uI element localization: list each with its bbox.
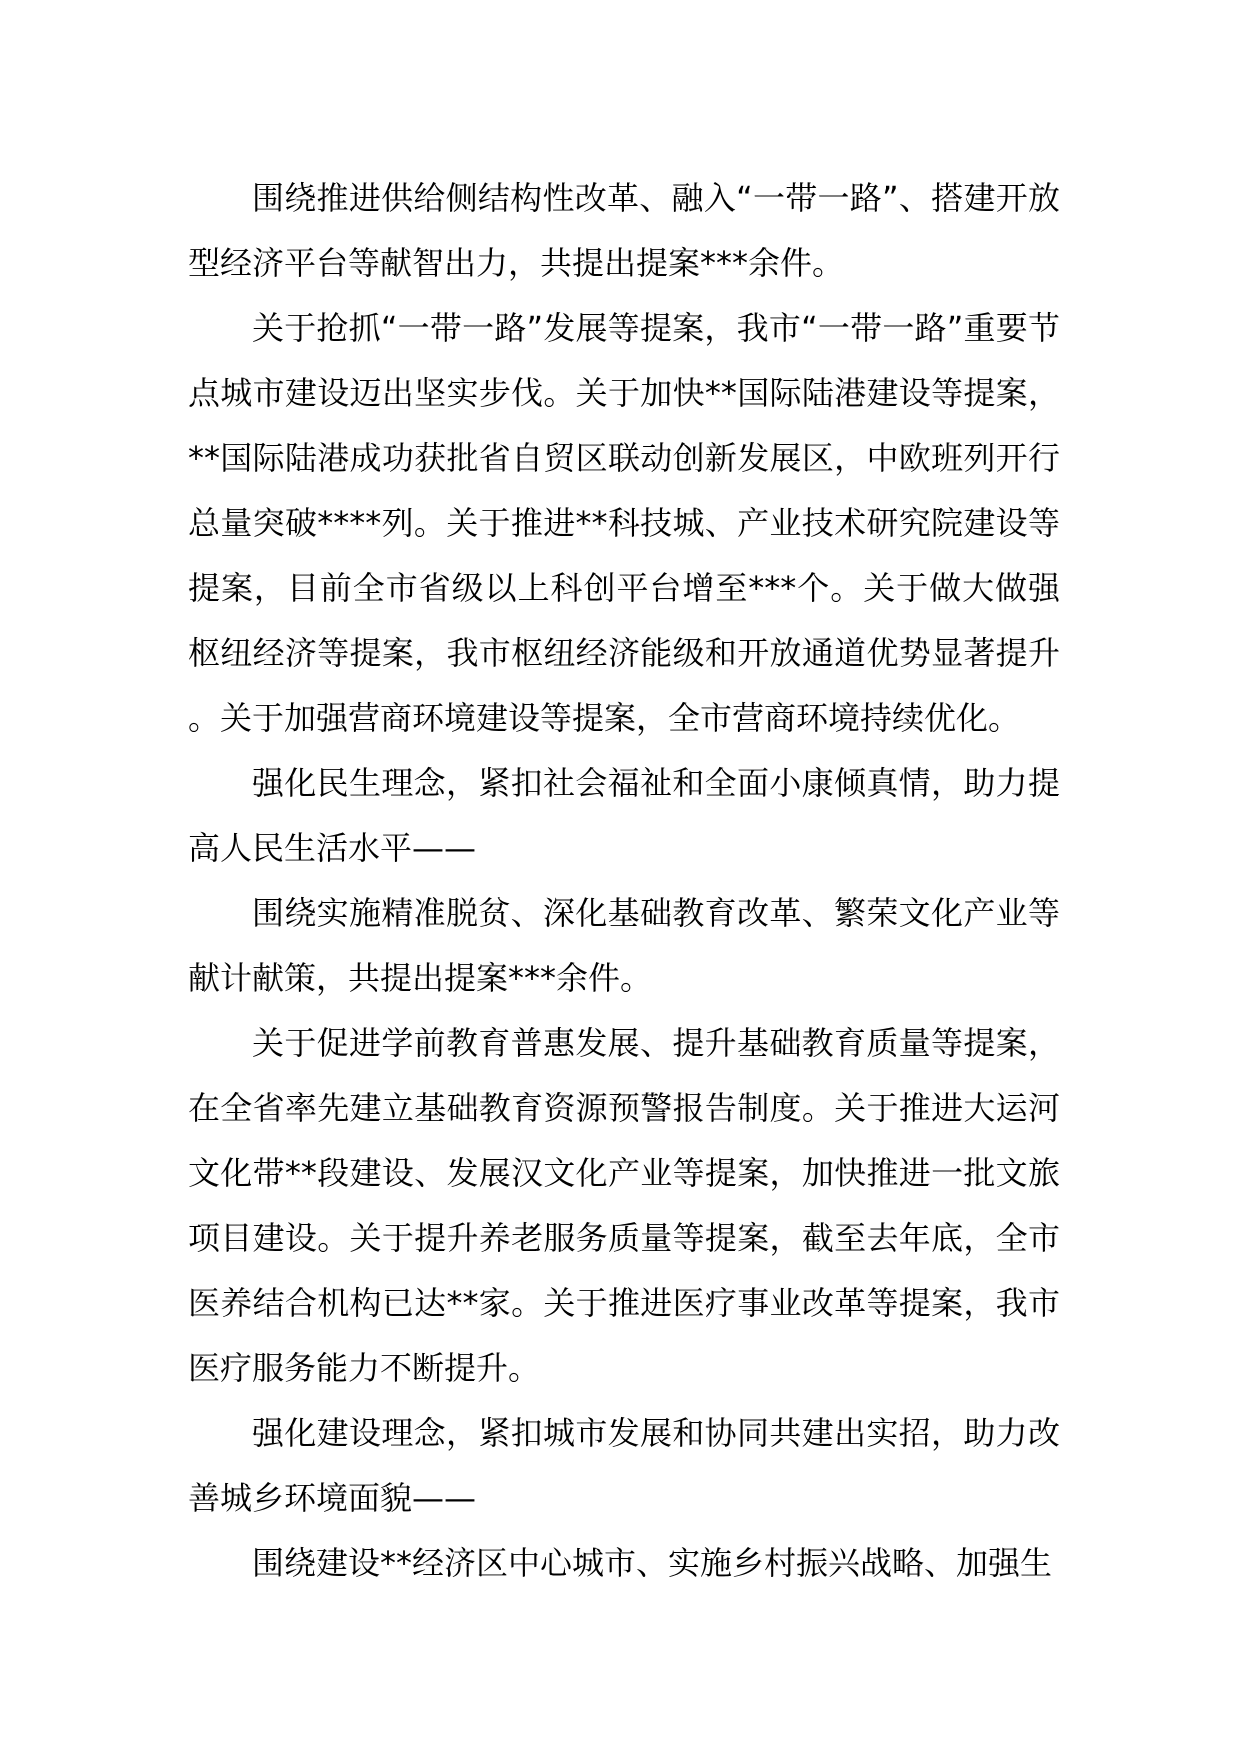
- paragraph-construction-heading: 强化建设理念，紧扣城市发展和协同共建出实招，助力改善城乡环境面貌——: [188, 1414, 1060, 1517]
- paragraph-belt-and-road-results: 关于抢抓“一带一路”发展等提案，我市“一带一路”重要节点城市建设迈出坚实步伐。关于加快**国际陆港建设等提案，**国际陆港成功获批省自贸区联动创新发展区，中欧班列开行总量突破****列。关于推进**科技城、产业技术研究院建设等提案，目前全市省级以上科创平台增至***个。关于做大做强枢纽经济等提案，我市枢纽经济能级和开放通道优势显著提升。关于加强营商环境建设等提案，全市营商环境持续优化。: [188, 309, 1060, 737]
- paragraph-proposals-summary-open-economy: 围绕推进供给侧结构性改革、融入“一带一路”、搭建开放型经济平台等献智出力，共提出提案***余件。: [188, 179, 1060, 282]
- paragraph-proposals-summary-livelihood: 围绕实施精准脱贫、深化基础教育改革、繁荣文化产业等献计献策，共提出提案***余件。: [188, 894, 1060, 997]
- paragraph-proposals-summary-construction: 围绕建设**经济区中心城市、实施乡村振兴战略、加强生: [252, 1544, 1053, 1582]
- paragraph-education-health-results: 关于促进学前教育普惠发展、提升基础教育质量等提案，在全省率先建立基础教育资源预警报告制度。关于推进大运河文化带**段建设、发展汉文化产业等提案，加快推进一批文旅项目建设。关于提升养老服务质量等提案，截至去年底，全市医养结合机构已达**家。关于推进医疗事业改革等提案，我市医疗服务能力不断提升。: [188, 1024, 1060, 1387]
- document-body: [188, 166, 1060, 1596]
- paragraph-livelihood-heading: 强化民生理念，紧扣社会福祉和全面小康倾真情，助力提高人民生活水平——: [188, 764, 1060, 867]
